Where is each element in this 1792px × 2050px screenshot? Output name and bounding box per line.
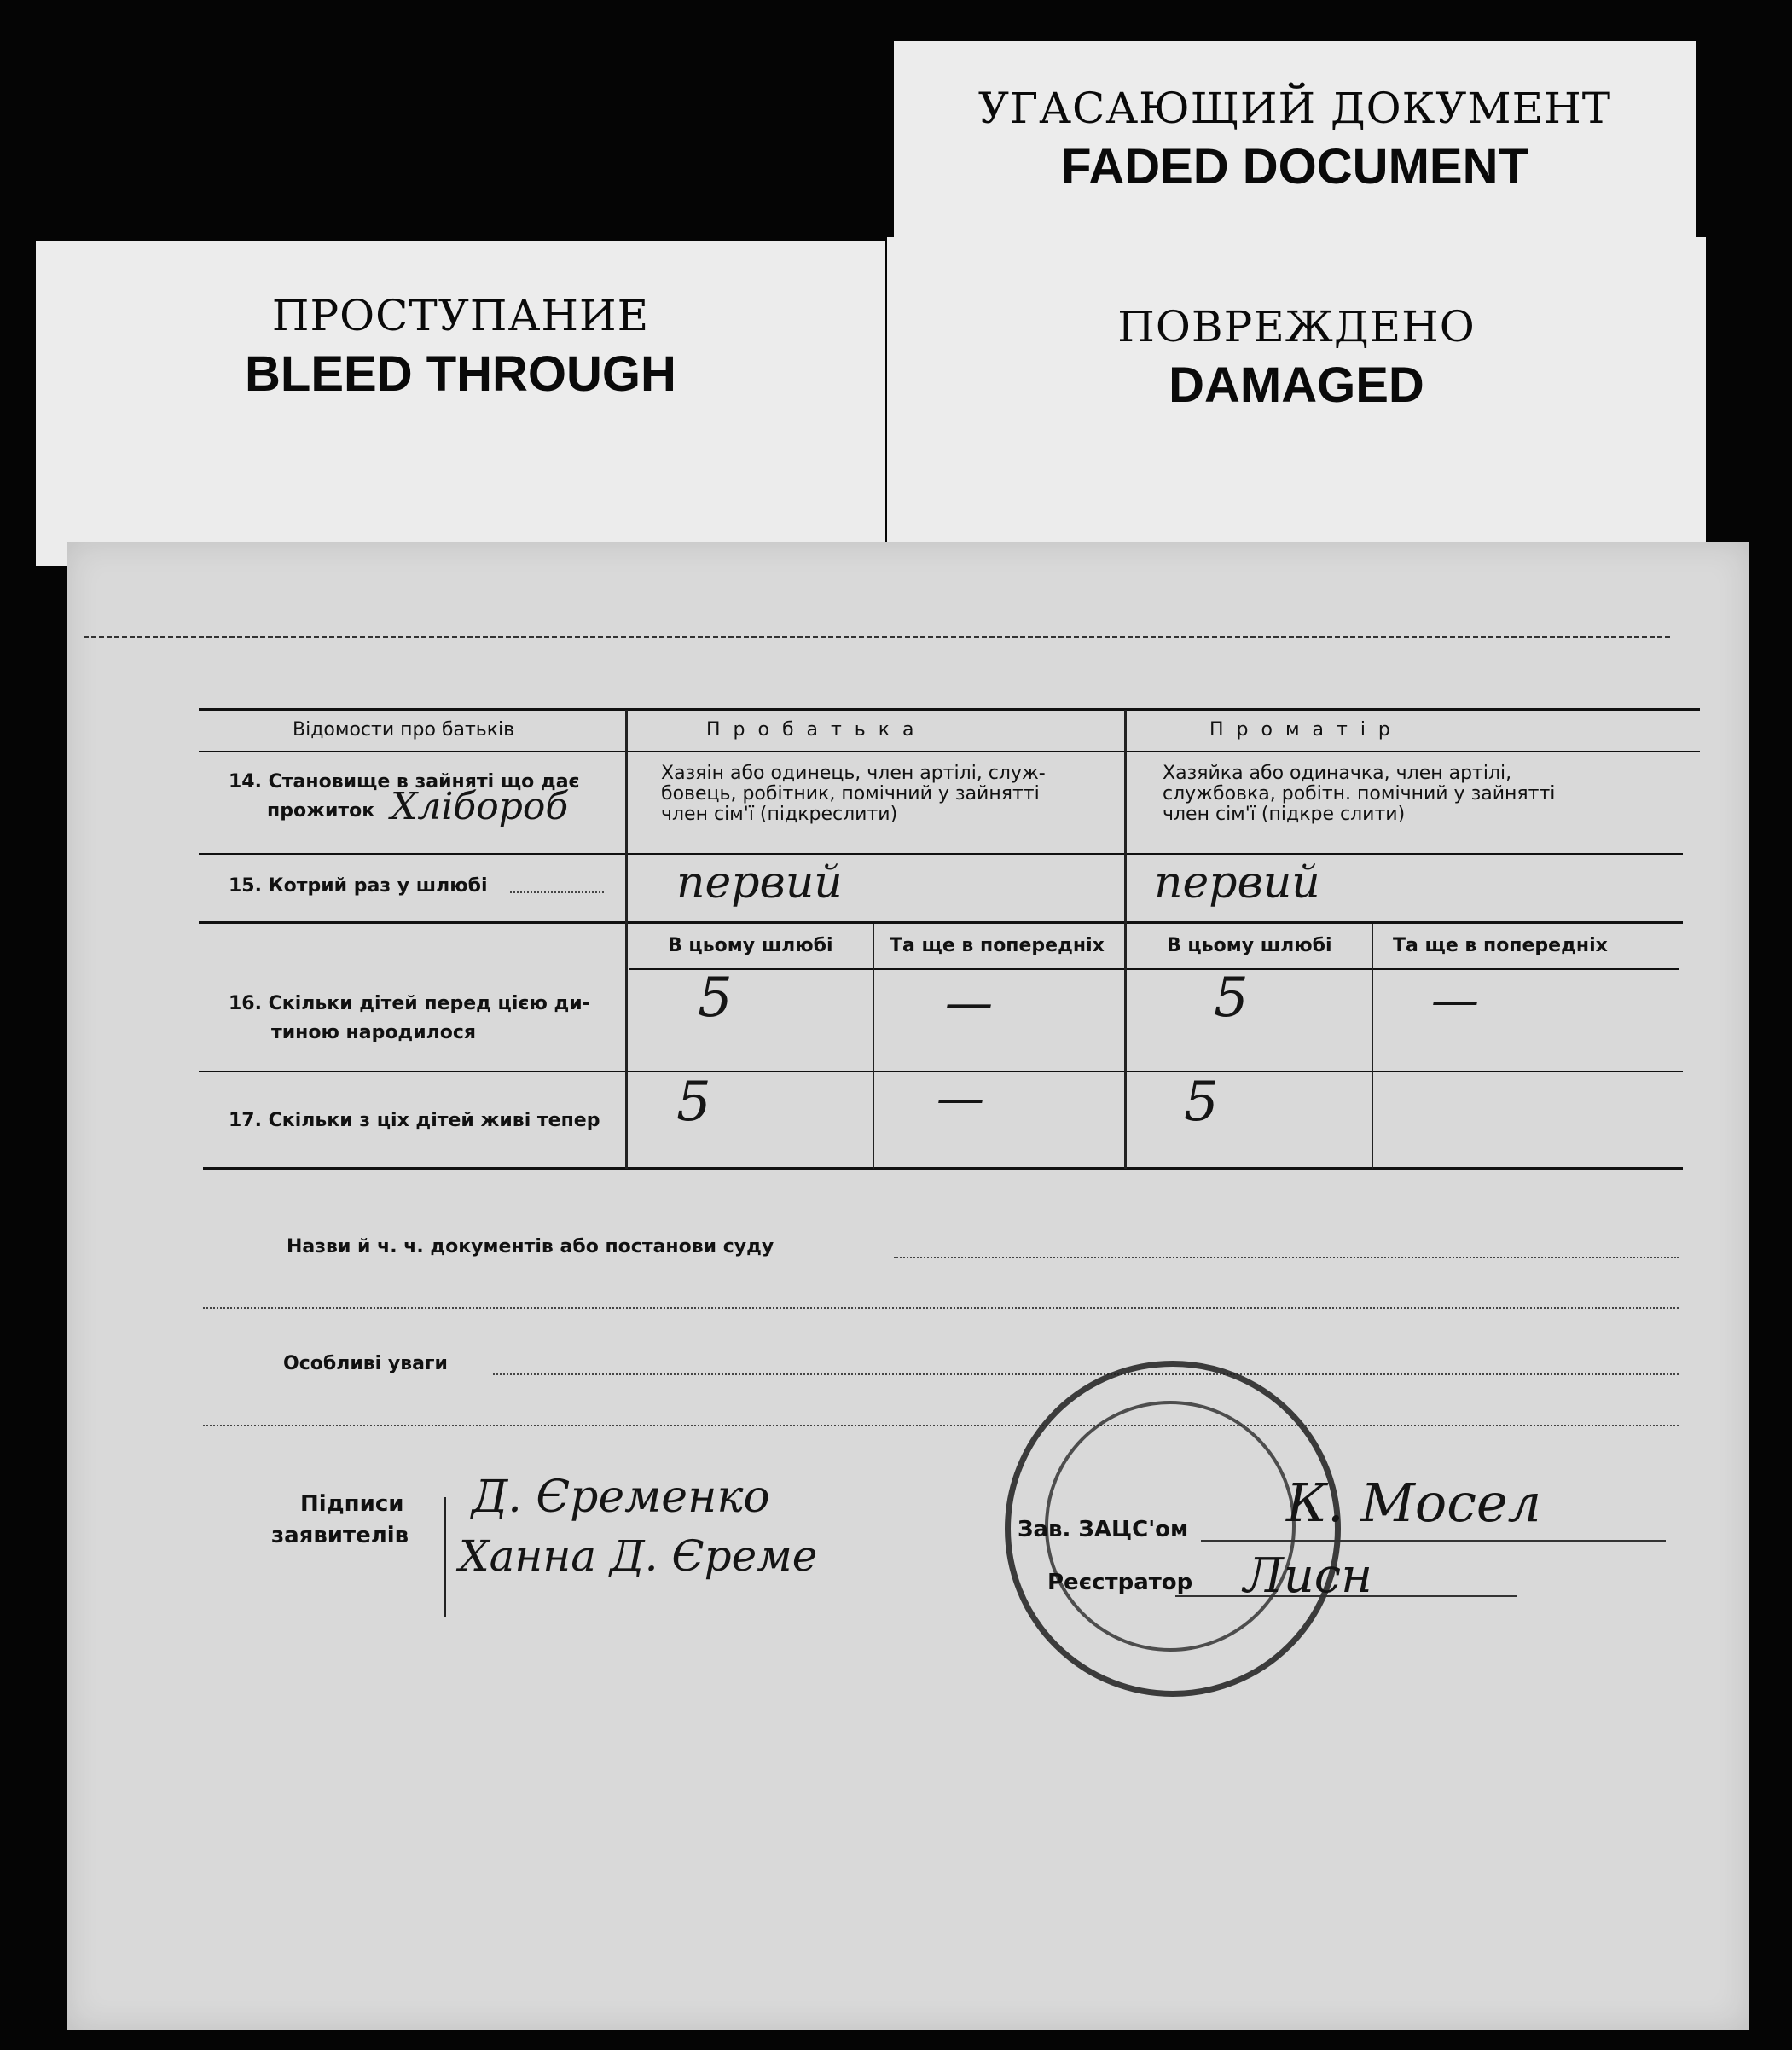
zags-head-label: Зав. ЗАЦС'ом <box>1018 1517 1189 1542</box>
row14-mother-line1: Хазяйка або одиначка, член артілі, <box>1163 763 1512 784</box>
row15-dots <box>510 891 604 893</box>
perforation-line <box>84 636 1670 638</box>
row15-father-value: первий <box>676 857 843 909</box>
zags-head-signature-line <box>1201 1540 1666 1542</box>
notes-dots-2 <box>203 1425 1679 1426</box>
notes-dots <box>493 1373 1679 1375</box>
damaged-en-label: DAMAGED <box>1169 357 1424 413</box>
row17-father-in: 5 <box>676 1071 711 1134</box>
col-divider-2 <box>1124 710 1127 1169</box>
damaged-ru-label: ПОВРЕЖДЕНО <box>1117 302 1476 351</box>
damaged-card <box>887 237 1706 570</box>
faded-en-label: FADED DOCUMENT <box>1061 139 1528 195</box>
table-top-rule <box>199 708 1700 711</box>
signatures-label-line2: заявителів <box>271 1523 409 1548</box>
row15-mother-value: первий <box>1154 857 1320 909</box>
zags-head-signature: К. Мосел <box>1286 1472 1542 1534</box>
signatures-label-line1: Підписи <box>300 1491 404 1517</box>
father-subdivider <box>873 924 874 1169</box>
registrar-signature-line <box>1175 1595 1517 1597</box>
mother-subdivider <box>1372 924 1373 1169</box>
sub-father-previous: Та ще в попередніх <box>890 935 1105 956</box>
bleed-ru-label: ПРОСТУПАНИЕ <box>271 291 650 340</box>
row14-father-line1: Хазяін або одинець, член артілі, служ- <box>661 763 1046 784</box>
registrar-label: Реєстратор <box>1047 1570 1193 1595</box>
row16-mother-in: 5 <box>1214 967 1249 1030</box>
sub-father-in-marriage: В цьому шлюбі <box>668 935 833 956</box>
notes-label: Особливі уваги <box>283 1353 448 1374</box>
subheader-rule <box>629 968 1679 970</box>
row14-rule <box>199 853 1683 855</box>
bleed-en-label: BLEED THROUGH <box>245 346 676 402</box>
row16-father-prev: — <box>945 975 993 1031</box>
documents-label: Назви й ч. ч. документів або постанови суду <box>287 1236 774 1257</box>
col-divider-1 <box>625 710 628 1169</box>
row16-label-line1: 16. Скільки дітей перед цією ди- <box>229 993 590 1014</box>
row14-label-line2: прожиток <box>267 800 375 822</box>
row15-rule <box>199 921 1683 924</box>
row14-mother-line3: член сім'ї (підкре слити) <box>1163 804 1406 825</box>
header-rule <box>199 751 1700 752</box>
documents-dots-2 <box>203 1307 1679 1309</box>
civil-record-form <box>67 542 1749 2030</box>
signatures-brace <box>444 1497 446 1617</box>
row17-father-prev: — <box>937 1071 984 1126</box>
header-parents-info: Відомости про батьків <box>293 719 515 740</box>
faded-ru-label: УГАСАЮЩИЙ ДОКУМЕНТ <box>977 84 1612 133</box>
documents-dots <box>894 1257 1679 1258</box>
applicant-signature-1: Д. Єременко <box>472 1472 770 1523</box>
row14-label-line1: 14. Становище в зайняті що дає <box>229 771 580 793</box>
row14-mother-line2: службовка, робітн. помічний у зайнятті <box>1163 783 1556 804</box>
row14-father-line3: член сім'ї (підкреслити) <box>661 804 898 825</box>
row14-handwritten-occupation: Хлібороб <box>391 785 569 828</box>
table-bottom-rule <box>203 1167 1683 1170</box>
row14-father-line2: бовець, робітник, помічний у зайнятті <box>661 783 1040 804</box>
applicant-signature-2: Ханна Д. Єреме <box>459 1531 818 1581</box>
row16-mother-prev: — <box>1431 973 1479 1028</box>
sub-mother-previous: Та ще в попередніх <box>1393 935 1608 956</box>
row15-label: 15. Котрий раз у шлюбі <box>229 875 488 897</box>
sub-mother-in-marriage: В цьому шлюбі <box>1167 935 1332 956</box>
row16-father-in: 5 <box>698 967 733 1030</box>
row17-mother-in: 5 <box>1184 1071 1219 1134</box>
bleed-through-card <box>36 241 885 566</box>
row16-label-line2: тиною народилося <box>271 1022 477 1043</box>
header-mother: П р о м а т і р <box>1209 719 1394 740</box>
registrar-signature: Лисн <box>1244 1548 1373 1604</box>
row17-label: 17. Скільки з ціх дітей живі тепер <box>229 1110 600 1131</box>
header-father: П р о б а т ь к а <box>706 719 918 740</box>
